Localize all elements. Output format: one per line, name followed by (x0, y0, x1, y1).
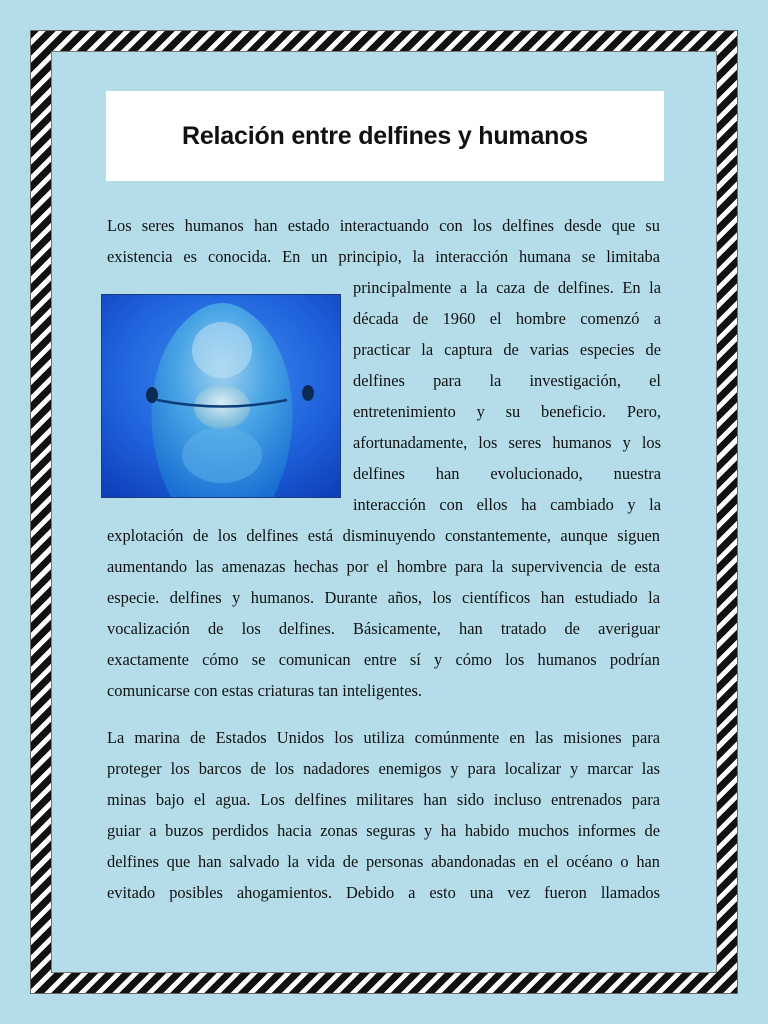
text-line: década de 1960 el hombre comenzó a (353, 309, 661, 328)
title-box (106, 91, 664, 181)
text-line: existencia es conocida. En un principio, la interacción humana se limitaba (107, 247, 660, 266)
text-line: Los seres humanos han estado interactuando con los delfines desde que su (107, 216, 660, 235)
text-line: explotación de los delfines está disminuyendo constantemente, aunque siguen (107, 526, 660, 545)
text-line: especie. delfines y humanos. Durante años, los científicos han estudiado la (107, 588, 660, 607)
text-line: proteger los barcos de los nadadores enemigos y para localizar y marcar las (107, 759, 660, 778)
dolphin-photo (101, 294, 341, 498)
text-line: comunicarse con estas criaturas tan inteligentes. (107, 681, 422, 700)
paragraph-1-wrap (353, 272, 661, 520)
text-line: exactamente cómo se comunican entre sí y cómo los humanos podrían (107, 650, 660, 669)
text-line: afortunadamente, los seres humanos y los (353, 433, 661, 452)
text-line: delfines para la investigación, el (353, 371, 661, 390)
text-line: entretenimiento y su beneficio. Pero, (353, 402, 661, 421)
text-line: evitado posibles ahogamientos. Debido a esto una vez fueron llamados (107, 883, 660, 902)
paragraph-1-bottom (107, 520, 660, 706)
text-line: delfines que han salvado la vida de personas abandonadas en el océano o han (107, 852, 660, 871)
paragraph-1-top (107, 210, 660, 272)
text-line: La marina de Estados Unidos los utiliza comúnmente en las misiones para (107, 728, 660, 747)
text-line: interacción con ellos ha cambiado y la (353, 495, 661, 514)
text-line: practicar la captura de varias especies de (353, 340, 661, 359)
text-line: principalmente a la caza de delfines. En la (353, 278, 661, 297)
text-line: guiar a buzos perdidos hacia zonas seguras y ha habido muchos informes de (107, 821, 660, 840)
page-title: Relación entre delfines y humanos (181, 121, 588, 150)
text-line: aumentando las amenazas hechas por el hombre para la supervivencia de esta (107, 557, 660, 576)
text-line: delfines han evolucionado, nuestra (353, 464, 661, 483)
text-line: minas bajo el agua. Los delfines militares han sido incluso entrenados para (107, 790, 660, 809)
paragraph-2 (107, 722, 660, 908)
text-line: vocalización de los delfines. Básicamente, han tratado de averiguar (107, 619, 660, 638)
